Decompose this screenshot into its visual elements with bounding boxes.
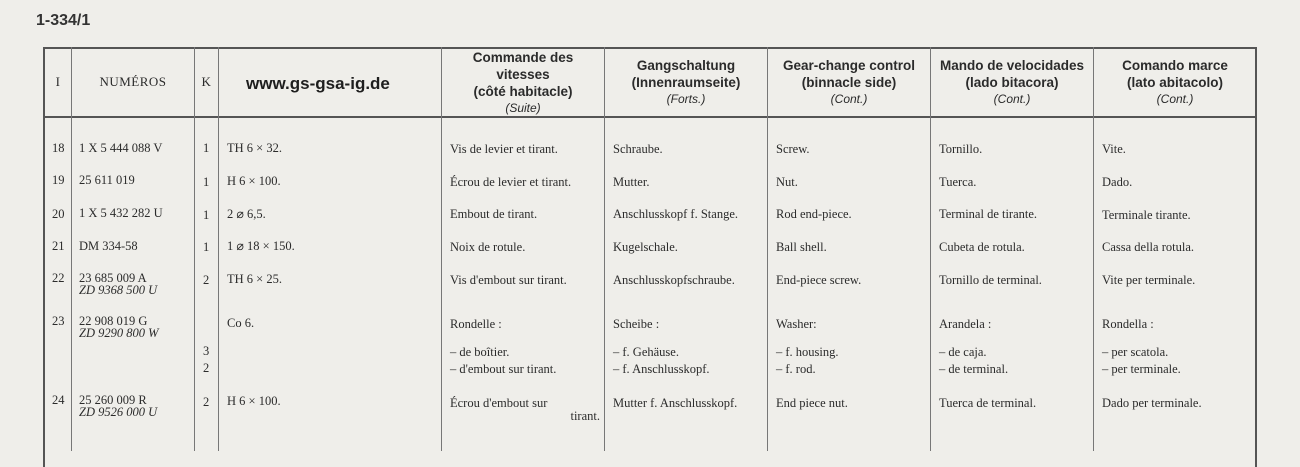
row-index: 24 (52, 393, 65, 407)
row-quantity: 1 (203, 175, 210, 189)
row-index: 19 (52, 173, 65, 187)
row-spec: Co 6. (227, 316, 255, 330)
row-fr: Noix de rotule. (450, 240, 526, 254)
row-part-number-alt: ZD 9368 500 U (79, 283, 158, 297)
header-it-line1: Comando marce (1122, 58, 1228, 73)
row-en: End-piece screw. (776, 273, 862, 287)
row-spec: 2 ⌀ 6,5. (227, 207, 266, 221)
row-fr: Écrou d'embout sur (450, 396, 548, 410)
header-es-line1: Mando de velocidades (939, 58, 1085, 73)
row-en: – f. rod. (776, 362, 816, 376)
row-fr: Écrou de levier et tirant. (450, 175, 572, 189)
header-rule (43, 116, 1257, 118)
header-en-line1: Gear-change control (782, 58, 916, 73)
header-de (605, 50, 767, 114)
page-id: 1-334/1 (36, 12, 91, 29)
header-fr-line4: (Suite) (505, 100, 541, 115)
row-de: Anschlusskopf f. Stange. (613, 207, 738, 221)
header-it-line3: (Cont.) (1156, 92, 1194, 106)
header-numeros: NUMÉROS (99, 74, 167, 89)
row-quantity: 1 (203, 240, 210, 254)
row-es: Cubeta de rotula. (939, 240, 1025, 254)
header-es-line3: (Cont.) (993, 92, 1031, 106)
row-it: Cassa della rotula. (1102, 240, 1194, 254)
header-k: K (201, 74, 212, 89)
row-fr: Rondelle : (450, 317, 502, 331)
row-es: Tuerca de terminal. (939, 396, 1037, 410)
header-it (1094, 50, 1256, 114)
row-es: Tornillo. (939, 142, 983, 156)
row-de: Mutter f. Anschlusskopf. (613, 396, 738, 410)
row-es: Tuerca. (939, 175, 977, 189)
row-fr: – d'embout sur tirant. (450, 362, 557, 376)
row-fr: Embout de tirant. (450, 207, 538, 221)
row-en: Ball shell. (776, 240, 827, 254)
row-index: 21 (52, 239, 65, 253)
row-quantity: 1 (203, 208, 210, 222)
header-fr-line1: Commande des (472, 49, 574, 65)
row-spec: H 6 × 100. (227, 394, 281, 408)
header-en-line2: (binnacle side) (801, 75, 897, 90)
row-part-number-alt: ZD 9290 800 W (79, 326, 159, 340)
header-it-line2: (lato abitacolo) (1126, 75, 1223, 90)
row-spec: H 6 × 100. (227, 174, 281, 188)
row-index: 18 (52, 141, 65, 155)
row-en: – f. housing. (776, 345, 839, 359)
row-spec: TH 6 × 32. (227, 141, 282, 155)
row-it: Terminale tirante. (1102, 208, 1191, 222)
row-de: Anschlusskopfschraube. (613, 273, 735, 287)
header-en-line3: (Cont.) (830, 92, 868, 106)
row-index: 20 (52, 207, 65, 221)
row-part-number: 1 X 5 432 282 U (79, 206, 163, 220)
row-spec: 1 ⌀ 18 × 150. (227, 239, 295, 253)
row-part-number: 25 260 009 R (79, 393, 147, 407)
row-de: Scheibe : (613, 317, 660, 331)
row-de: Schraube. (613, 142, 663, 156)
row-de: – f. Anschlusskopf. (613, 362, 710, 376)
row-quantity: 3 (203, 344, 210, 358)
row-es: Tornillo de terminal. (939, 273, 1042, 287)
row-it: Dado. (1102, 175, 1133, 189)
row-quantity: 2 (203, 361, 210, 375)
header-de-line3: (Forts.) (666, 92, 706, 106)
row-fr: – de boîtier. (450, 345, 510, 359)
watermark-url: www.gs-gsa-ig.de (246, 74, 390, 93)
row-quantity: 2 (203, 273, 210, 287)
row-part-number: DM 334-58 (79, 239, 138, 253)
row-quantity: 1 (203, 141, 210, 155)
row-index: 22 (52, 271, 65, 285)
row-it: Dado per terminale. (1102, 396, 1202, 410)
row-fr-continued: tirant. (570, 409, 600, 423)
header-es (931, 50, 1093, 114)
row-de: – f. Gehäuse. (613, 345, 679, 359)
row-fr: Vis d'embout sur tirant. (450, 273, 567, 287)
row-index: 23 (52, 314, 65, 328)
row-es: – de terminal. (939, 362, 1009, 376)
divider-k (218, 47, 219, 451)
row-it: Vite per terminale. (1102, 273, 1196, 287)
row-quantity: 2 (203, 395, 210, 409)
header-de-line1: Gangschaltung (636, 58, 736, 73)
row-part-number: 23 685 009 A (79, 271, 147, 285)
header-es-line2: (lado bitacora) (965, 75, 1059, 90)
row-es: Arandela : (939, 317, 992, 331)
header-en (768, 50, 930, 114)
row-en: End piece nut. (776, 396, 848, 410)
row-part-number: 25 611 019 (79, 173, 135, 187)
row-en: Rod end-piece. (776, 207, 852, 221)
header-fr-line3: (côté habitacle) (473, 83, 573, 99)
row-it: – per scatola. (1102, 345, 1169, 359)
row-es: Terminal de tirante. (939, 207, 1038, 221)
header-de-line2: (Innenraumseite) (631, 75, 741, 90)
header-fr (442, 50, 604, 114)
row-es: – de caja. (939, 345, 987, 359)
row-spec: TH 6 × 25. (227, 272, 282, 286)
row-it: Rondella : (1102, 317, 1154, 331)
row-de: Kugelschale. (613, 240, 678, 254)
row-fr: Vis de levier et tirant. (450, 142, 558, 156)
row-it: – per terminale. (1102, 362, 1181, 376)
row-de: Mutter. (613, 175, 650, 189)
row-it: Vite. (1102, 142, 1126, 156)
row-part-number-alt: ZD 9526 000 U (79, 405, 158, 419)
row-en: Screw. (776, 142, 810, 156)
row-part-number: 1 X 5 444 088 V (79, 141, 163, 155)
row-en: Nut. (776, 175, 798, 189)
header-fr-line2: vitesses (496, 66, 550, 82)
row-en: Washer: (776, 317, 817, 331)
row-part-number: 22 908 019 G (79, 314, 148, 328)
header-i: I (55, 74, 61, 89)
